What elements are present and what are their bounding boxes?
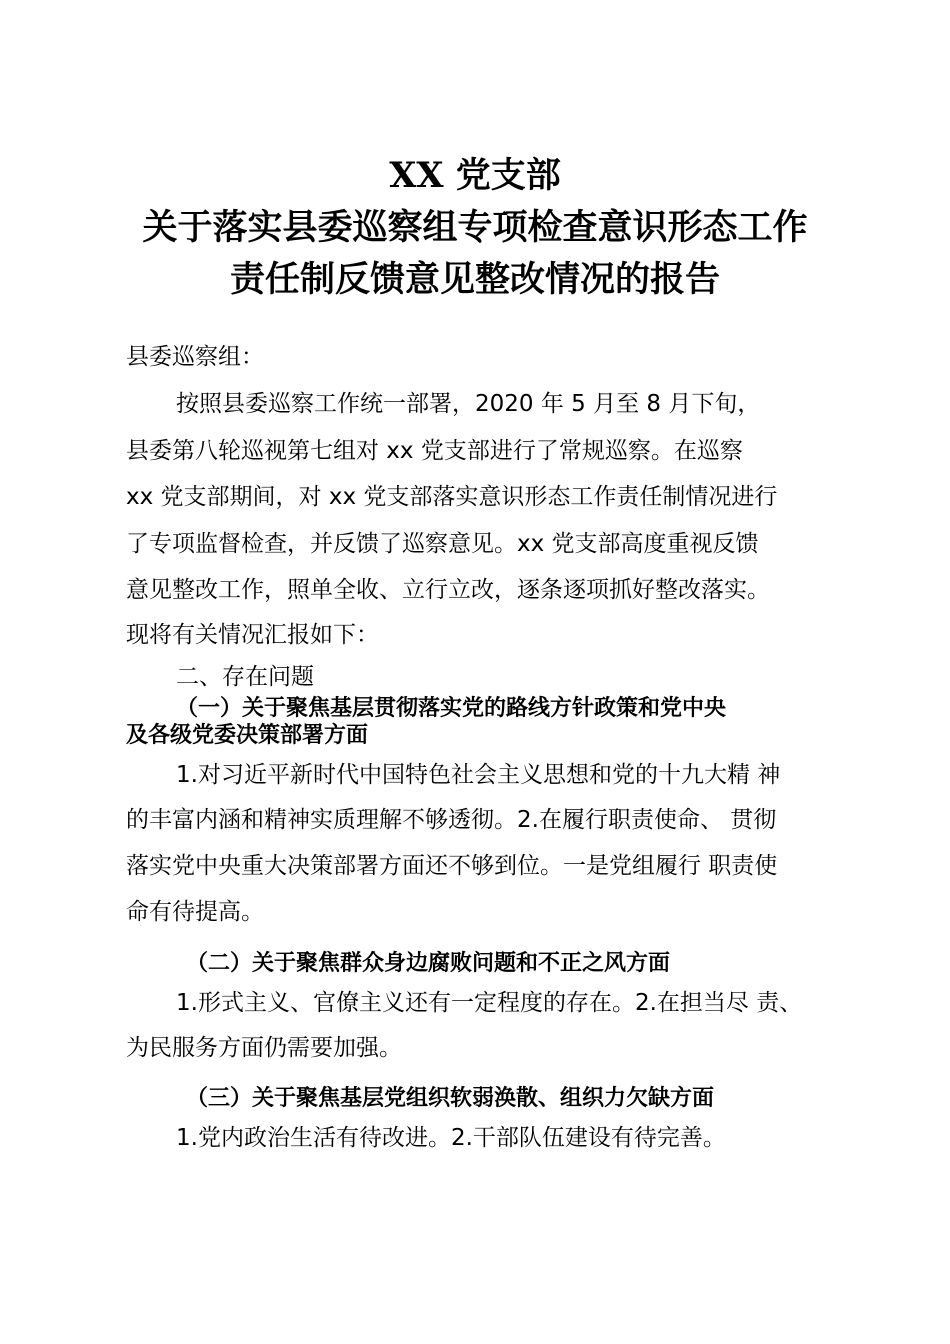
subsection-heading-1-cont: 及各级党委决策部署方面 [126, 723, 369, 748]
subsection-body-line: 命有待提高。 [126, 899, 264, 925]
subsection-body-line: 落实党中央重大决策部署方面还不够到位。一是党组履行 职责使 [126, 853, 778, 879]
subsection-body-line: 1.党内政治生活有待改进。2.干部队伍建设有待完善。 [176, 1125, 726, 1151]
section-title: 二、存在问题 [176, 664, 314, 690]
subsection-heading-2: （二）关于聚焦群众身边腐败问题和不正之风方面 [186, 951, 671, 976]
intro-line: 了专项监督检查，并反馈了巡察意见。xx 党支部高度重视反馈 [126, 531, 759, 557]
intro-line: 县委第八轮巡视第七组对 xx 党支部进行了常规巡察。在巡察 [126, 438, 743, 464]
title-line-3: 责任制反馈意见整改情况的报告 [229, 259, 720, 300]
subsection-body-line: 为民服务方面仍需要加强。 [126, 1035, 402, 1061]
title-line-2: 关于落实县委巡察组专项检查意识形态工作 [142, 207, 808, 248]
subsection-heading-3: （三）关于聚焦基层党组织软弱涣散、组织力欠缺方面 [186, 1086, 715, 1111]
intro-line: 按照县委巡察工作统一部署，2020 年 5 月至 8 月下旬， [176, 391, 761, 417]
intro-line: xx 党支部期间，对 xx 党支部落实意识形态工作责任制情况进行 [126, 484, 778, 510]
subsection-body-line: 的丰富内涵和精神实质理解不够透彻。2.在履行职责使命、 贯彻 [126, 807, 777, 833]
salutation: 县委巡察组： [126, 344, 264, 370]
intro-line: 现将有关情况汇报如下： [126, 622, 379, 648]
subsection-body-line: 1.对习近平新时代中国特色社会主义思想和党的十九大精 神 [176, 762, 781, 788]
subsection-body-line: 1.形式主义、官僚主义还有一定程度的存在。2.在担当尽 责、 [176, 990, 803, 1016]
subsection-heading-1: （一）关于聚焦基层贯彻落实党的路线方针政策和党中央 [176, 696, 727, 721]
title-line-1: XX 党支部 [389, 155, 561, 196]
intro-line: 意见整改工作，照单全收、立行立改，逐条逐项抓好整改落实。 [126, 577, 770, 603]
report-title [100, 150, 850, 306]
